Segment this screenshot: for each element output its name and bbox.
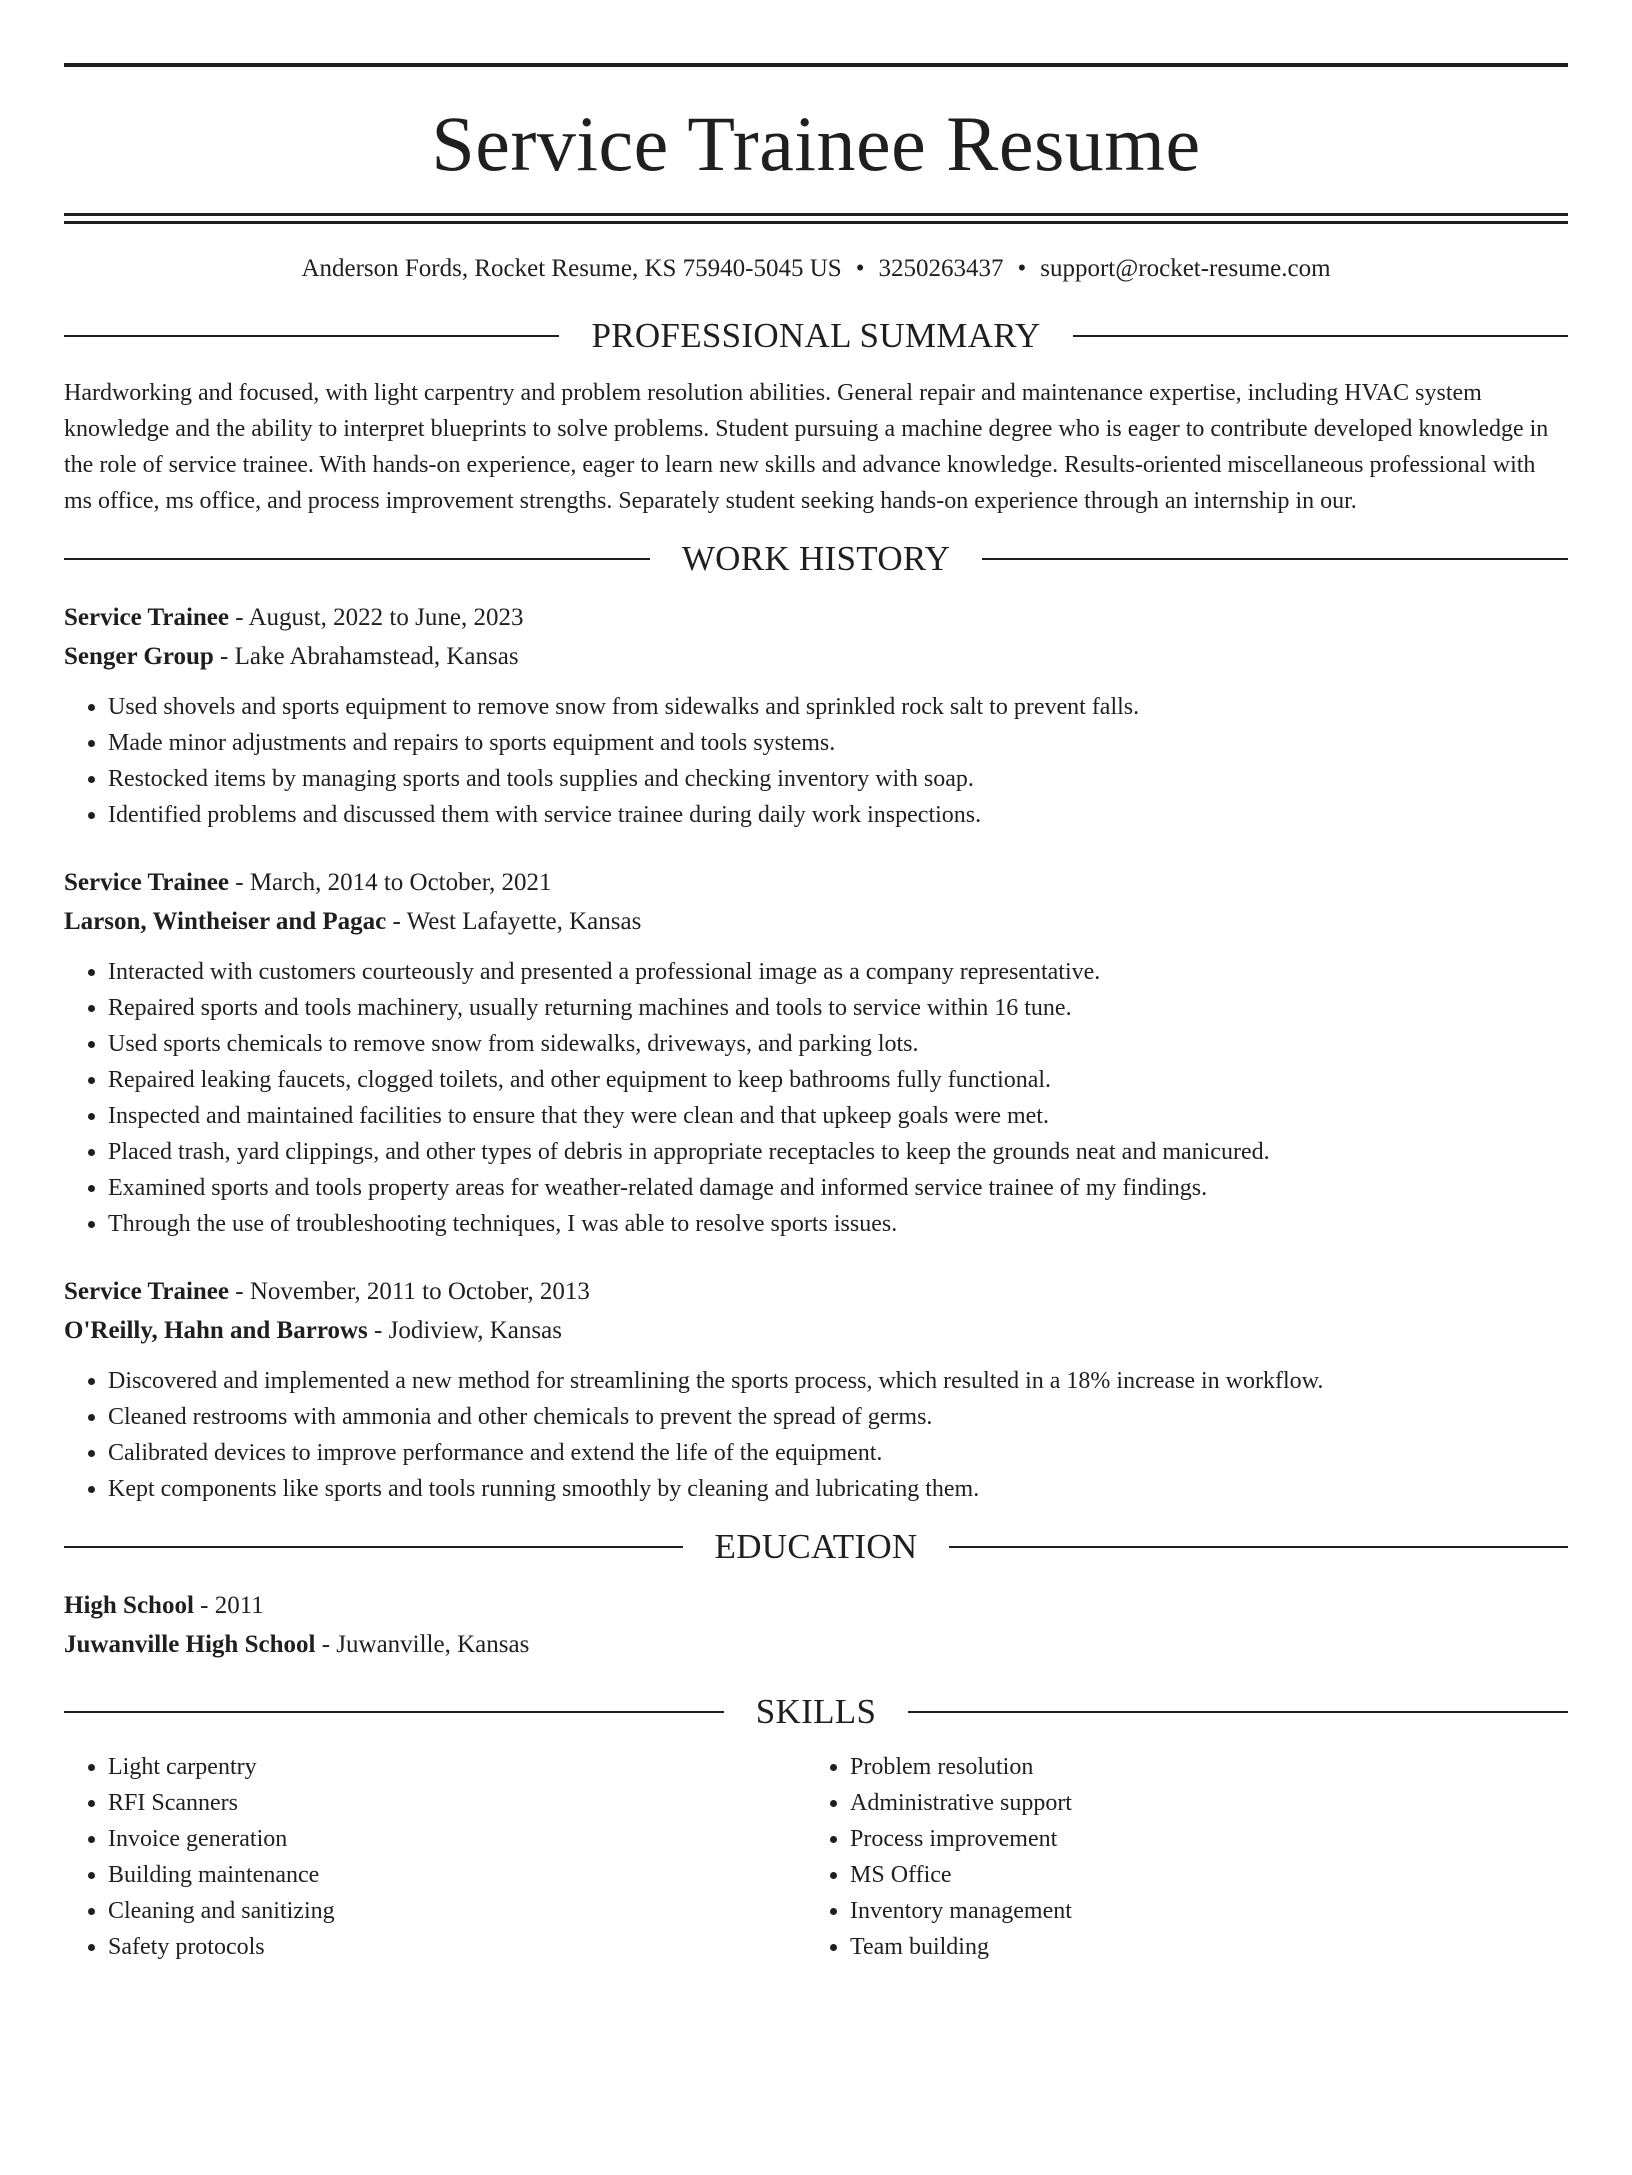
- section-rule: [64, 1711, 724, 1713]
- section-rule: [908, 1711, 1568, 1713]
- job-title: Service Trainee: [64, 1278, 229, 1305]
- skill-item: • Team building: [850, 1929, 1548, 1965]
- job-bullet: • Used sports chemicals to remove snow from sidewalks, driveways, and parking lots.: [108, 1026, 1568, 1062]
- job-location: Jodiview, Kansas: [388, 1317, 562, 1344]
- job-title-line: Service Trainee - August, 2022 to June, 2023: [64, 604, 524, 631]
- job-company-line: Larson, Wintheiser and Pagac - West Lafayette, Kansas: [64, 908, 642, 935]
- job-dates: November, 2011 to October, 2013: [249, 1278, 590, 1305]
- section-title: EDUCATION: [714, 1527, 918, 1566]
- skill-item: • Inventory management: [850, 1893, 1548, 1929]
- title-double-rule: [64, 213, 1568, 224]
- skills-list-left: [64, 1749, 806, 1965]
- skill-item: • Light carpentry: [108, 1749, 806, 1785]
- education-entry: [64, 1586, 1568, 1664]
- section-title: PROFESSIONAL SUMMARY: [591, 316, 1041, 355]
- education-location: Juwanville, Kansas: [336, 1631, 530, 1658]
- job-bullet: • Interacted with customers courteously and presented a professional image as a company representative.: [108, 954, 1568, 990]
- contact-phone: 3250263437: [878, 255, 1004, 282]
- skill-item: • Safety protocols: [108, 1929, 806, 1965]
- section-rule: [982, 558, 1568, 560]
- skill-item: • Building maintenance: [108, 1857, 806, 1893]
- job-bullet-list: [64, 689, 1568, 833]
- work-history-list: [64, 598, 1568, 1507]
- job-bullet: • Repaired sports and tools machinery, usually returning machines and tools to service within 16 tune.: [108, 990, 1568, 1026]
- job-bullet-list: [64, 954, 1568, 1242]
- section-header-skills: [64, 1694, 1568, 1729]
- contact-separator: •: [1017, 255, 1027, 282]
- contact-email: support@rocket-resume.com: [1040, 255, 1331, 282]
- job-bullet: • Inspected and maintained facilities to ensure that they were clean and that upkeep goals were met.: [108, 1098, 1568, 1134]
- job-bullet: • Calibrated devices to improve performance and extend the life of the equipment.: [108, 1435, 1568, 1471]
- job-bullet: • Made minor adjustments and repairs to sports equipment and tools systems.: [108, 725, 1568, 761]
- job-bullet: • Placed trash, yard clippings, and other types of debris in appropriate receptacles to keep the grounds neat and manicured.: [108, 1134, 1568, 1170]
- job-bullet: • Used shovels and sports equipment to remove snow from sidewalks and sprinkled rock salt to prevent falls.: [108, 689, 1568, 725]
- job-bullet: • Repaired leaking faucets, clogged toilets, and other equipment to keep bathrooms fully functional.: [108, 1062, 1568, 1098]
- job-title-line: Service Trainee - November, 2011 to October, 2013: [64, 1278, 590, 1305]
- job-company-line: Senger Group - Lake Abrahamstead, Kansas: [64, 643, 519, 670]
- section-rule: [64, 335, 559, 337]
- education-degree: High School: [64, 1592, 194, 1619]
- skills-columns: [64, 1749, 1568, 1965]
- job-bullet: • Kept components like sports and tools running smoothly by cleaning and lubricating them.: [108, 1471, 1568, 1507]
- job-bullet: • Discovered and implemented a new method for streamlining the sports process, which resulted in a 18% increase in workflow.: [108, 1363, 1568, 1399]
- skill-item: • Cleaning and sanitizing: [108, 1893, 806, 1929]
- job-bullet: • Identified problems and discussed them with service trainee during daily work inspections.: [108, 797, 1568, 833]
- education-school-line: Juwanville High School - Juwanville, Kansas: [64, 1631, 530, 1658]
- job-bullet: • Restocked items by managing sports and tools supplies and checking inventory with soap.: [108, 761, 1568, 797]
- section-title: SKILLS: [755, 1692, 877, 1731]
- job-dates: August, 2022 to June, 2023: [248, 604, 524, 631]
- job-entry: [64, 598, 1568, 833]
- job-location: West Lafayette, Kansas: [406, 908, 642, 935]
- summary-paragraph: Hardworking and focused, with light carpentry and problem resolution abilities. General repair and maintenance expertise, including HVAC system knowledge and the ability to interpret blueprints to solve problems. Student pursuing a machine degree who is eager to contribute developed knowledge in the role of service trainee. With hands-on experience, eager to learn new skills and advance knowledge. Results-oriented miscellaneous professional with ms office, ms office, and process improvement strengths. Separately student seeking hands-on experience through an internship in our.: [64, 380, 1549, 514]
- resume-page: [0, 63, 1632, 2175]
- job-company: O'Reilly, Hahn and Barrows: [64, 1317, 368, 1344]
- job-location: Lake Abrahamstead, Kansas: [234, 643, 519, 670]
- section-rule: [949, 1546, 1568, 1548]
- job-bullet: • Cleaned restrooms with ammonia and other chemicals to prevent the spread of germs.: [108, 1399, 1568, 1435]
- job-bullet: • Through the use of troubleshooting techniques, I was able to resolve sports issues.: [108, 1206, 1568, 1242]
- job-dates: March, 2014 to October, 2021: [249, 869, 552, 896]
- section-rule: [1073, 335, 1568, 337]
- skill-item: • Problem resolution: [850, 1749, 1548, 1785]
- job-entry: [64, 1272, 1568, 1507]
- resume-title: Service Trainee Resume: [431, 100, 1201, 187]
- job-company: Senger Group: [64, 643, 214, 670]
- job-entry: [64, 863, 1568, 1242]
- contact-separator: •: [855, 255, 865, 282]
- job-title: Service Trainee: [64, 869, 229, 896]
- job-bullet: • Examined sports and tools property areas for weather-related damage and informed service trainee of my findings.: [108, 1170, 1568, 1206]
- section-title: WORK HISTORY: [681, 539, 951, 578]
- job-company: Larson, Wintheiser and Pagac: [64, 908, 387, 935]
- education-degree-line: High School - 2011: [64, 1592, 264, 1619]
- skill-item: • MS Office: [850, 1857, 1548, 1893]
- skill-item: • RFI Scanners: [108, 1785, 806, 1821]
- education-school: Juwanville High School: [64, 1631, 316, 1658]
- top-rule: [64, 63, 1568, 67]
- section-rule: [64, 558, 650, 560]
- job-company-line: O'Reilly, Hahn and Barrows - Jodiview, Kansas: [64, 1317, 562, 1344]
- skill-item: • Process improvement: [850, 1821, 1548, 1857]
- section-header-work-history: [64, 541, 1568, 576]
- contact-address: Anderson Fords, Rocket Resume, KS 75940-5045 US: [301, 255, 842, 282]
- section-rule: [64, 1546, 683, 1548]
- contact-line: [64, 254, 1568, 284]
- skill-item: • Invoice generation: [108, 1821, 806, 1857]
- education-year: 2011: [214, 1592, 264, 1619]
- section-header-summary: [64, 318, 1568, 353]
- job-bullet-list: [64, 1363, 1568, 1507]
- job-title: Service Trainee: [64, 604, 229, 631]
- skill-item: • Administrative support: [850, 1785, 1548, 1821]
- skills-list-right: [806, 1749, 1548, 1965]
- job-title-line: Service Trainee - March, 2014 to October, 2021: [64, 869, 552, 896]
- section-header-education: [64, 1529, 1568, 1564]
